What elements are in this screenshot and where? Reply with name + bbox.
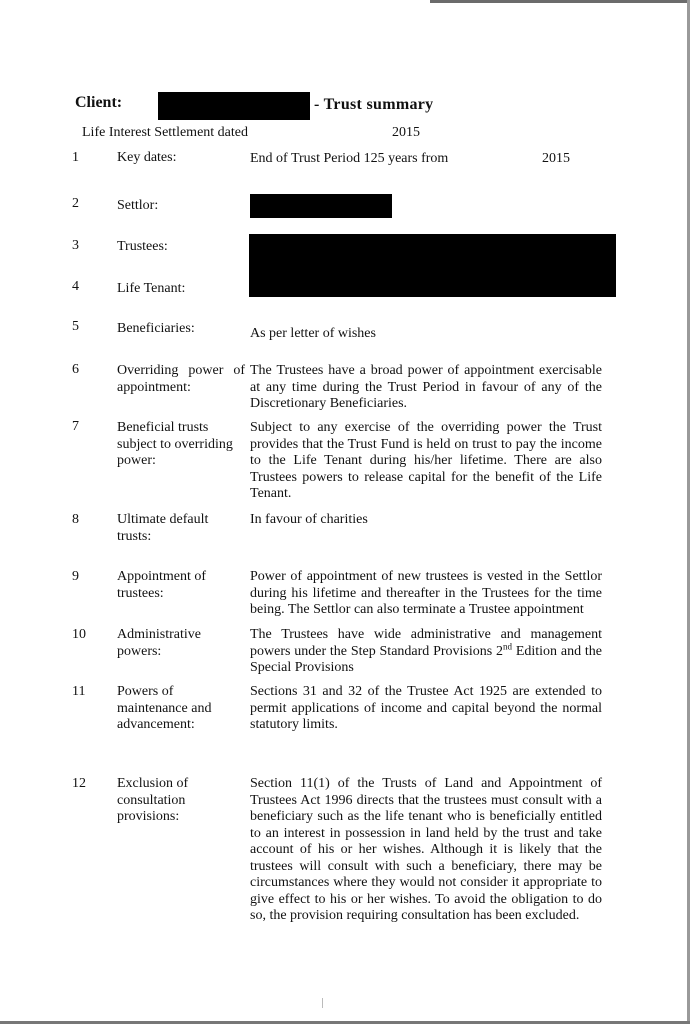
row-number: 3 — [72, 238, 79, 253]
row-label: Exclusion of consultation provisions: — [117, 776, 189, 824]
scan-mark — [322, 998, 323, 1008]
row-value: In favour of charities — [250, 512, 368, 527]
ordinal-suffix: nd — [503, 640, 513, 651]
row-number: 11 — [72, 684, 86, 699]
row-label: Beneficiaries: — [117, 321, 195, 336]
row-number: 8 — [72, 512, 79, 527]
row-label: Key dates: — [117, 150, 177, 165]
client-label: Client: — [75, 94, 123, 111]
row-number: 5 — [72, 319, 79, 334]
redacted-settlor — [250, 194, 392, 218]
row-number: 9 — [72, 569, 79, 584]
row-value: End of Trust Period 125 years from — [250, 151, 449, 166]
row-number: 7 — [72, 419, 79, 434]
row-label: Settlor: — [117, 198, 159, 213]
row-label: Administrative powers: — [117, 627, 201, 659]
row-value: Subject to any exercise of the overriding power the Trust provides that the Trust Fund is held on trust to pay the income to the Life Tenant during his/her lifetime. There are also Trustees powers to release capital for the benefit of the Life Tenant. — [250, 420, 602, 501]
row-value: Section 11(1) of the Trusts of Land and Appointment of Trustees Act 1996 directs that the trustees must consult with a beneficiary such as the life tenant who is beneficially entitled to an interest in possession in land held by the trust and take account of his or her wishes. Although it is likely that the trustees will consult with such a beneficiary, there may be circumstances where they would not consider it appropriate to give effect to his or her wishes. To avoid the obligation to do so, the provision requiring consultation has been excluded. — [250, 776, 602, 923]
row-label: Trustees: — [117, 239, 168, 254]
redacted-client-name — [158, 92, 310, 120]
row-label: Life Tenant: — [117, 281, 186, 296]
row-label: Powers of maintenance and advancement: — [117, 684, 212, 732]
row-value: The Trustees have a broad power of appointment exercisable at any time during the Trust Period in favour of any of the Discretionary Beneficiaries. — [250, 363, 602, 411]
row-value: As per letter of wishes — [250, 326, 376, 341]
row-label: Appointment of trustees: — [117, 569, 207, 601]
settlement-year: 2015 — [392, 125, 420, 140]
row-number: 12 — [72, 776, 86, 791]
settlement-label: Life Interest Settlement dated — [82, 125, 248, 140]
page-title: - Trust summary — [314, 96, 434, 113]
redacted-trustees-life-tenant — [249, 234, 616, 297]
row-number: 6 — [72, 362, 79, 377]
row-number: 10 — [72, 627, 86, 642]
row-label: Ultimate default trusts: — [117, 512, 209, 544]
row-value: Power of appointment of new trustees is vested in the Settlor during his lifetime and thereafter in the Trustees for the time being. The Settlor can also terminate a Trustee appointment — [250, 569, 602, 617]
row-label: Overriding power of appointment: — [117, 363, 245, 395]
row-value-year: 2015 — [542, 151, 570, 166]
row-number: 1 — [72, 150, 79, 165]
row-value-text: The Trustees have wide administrative and management powers under the Step Standard Provisions 2 — [250, 627, 602, 659]
row-number: 2 — [72, 196, 79, 211]
row-label: Beneficial trusts subject to overriding power: — [117, 420, 233, 468]
row-value-text: Edition and the Special Provisions — [250, 643, 602, 675]
scan-edge-top — [430, 0, 690, 3]
row-number: 4 — [72, 279, 79, 294]
row-value — [250, 627, 602, 677]
row-value: Sections 31 and 32 of the Trustee Act 1925 are extended to permit applications of income and capital beyond the normal statutory limits. — [250, 684, 602, 732]
